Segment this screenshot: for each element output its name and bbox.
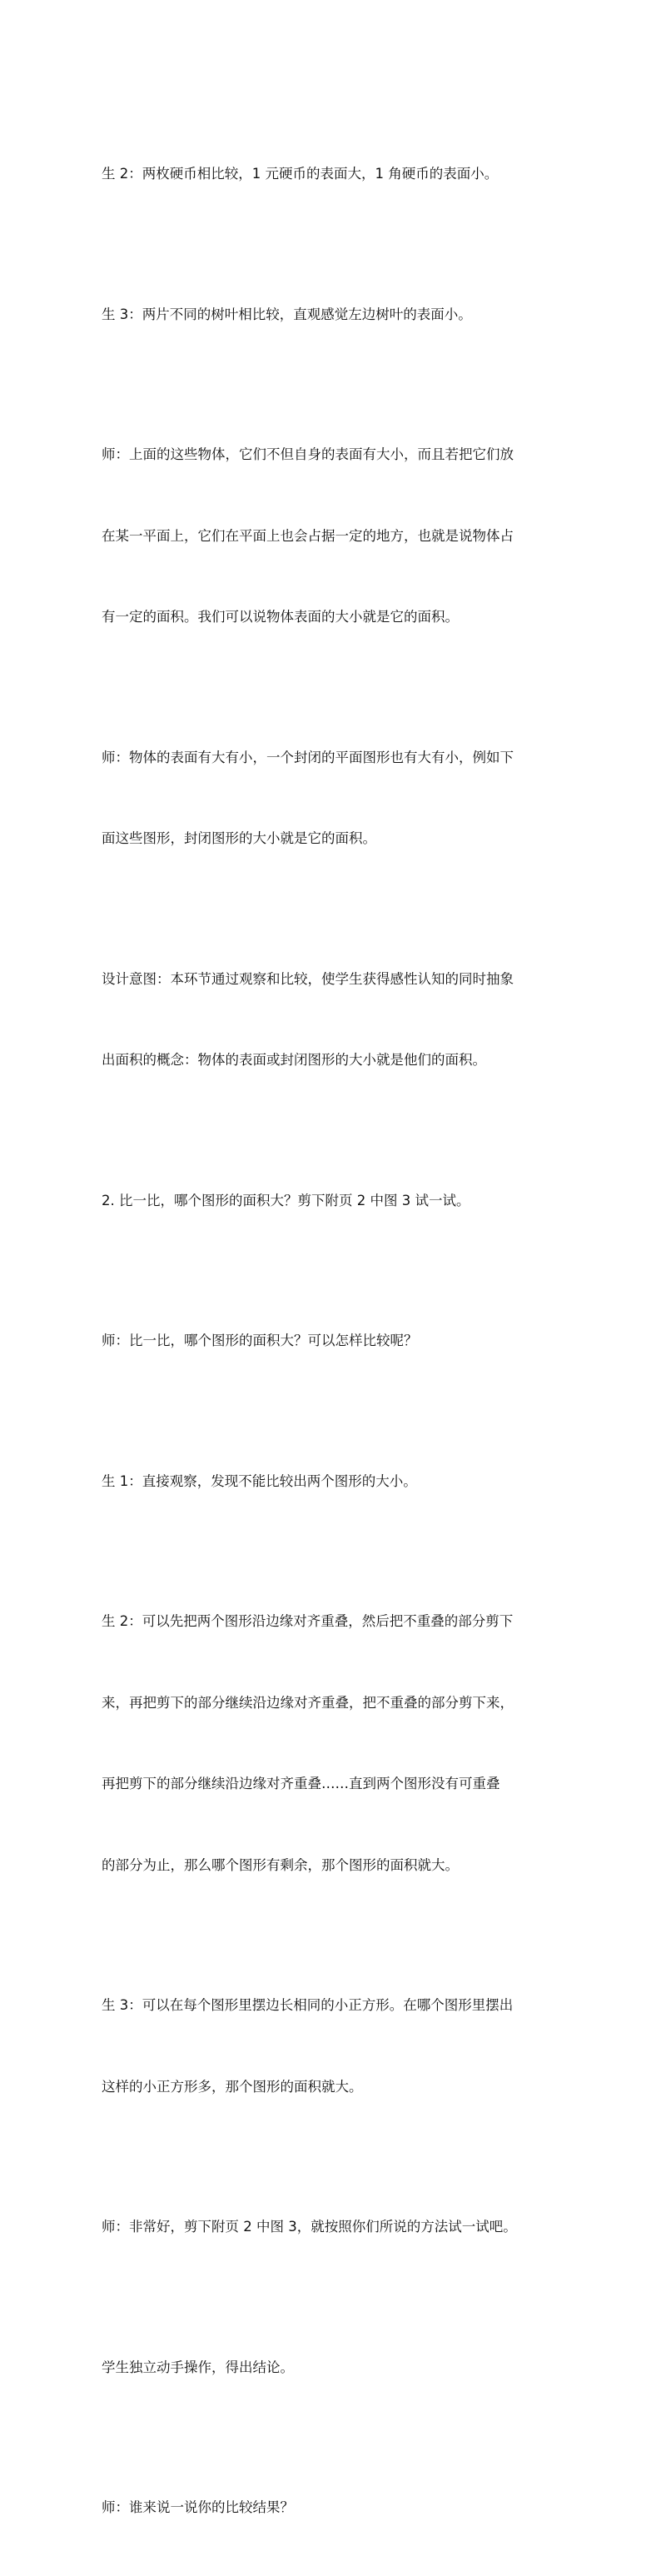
text-line: 生 1：直接观察，发现不能比较出两个图形的大小。 bbox=[102, 1472, 417, 1489]
text-line: 师：非常好，剪下附页 2 中图 3，就按照你们所说的方法试一试吧。 bbox=[102, 2219, 517, 2235]
paragraph-teacher-surface-area bbox=[102, 387, 568, 685]
text-line: 师：谁来说一说你的比较结果？ bbox=[102, 2499, 294, 2515]
text-line: 生 2：可以先把两个图形沿边缘对齐重叠，然后把不重叠的部分剪下 bbox=[102, 1613, 514, 1629]
text-line: 2. 比一比，哪个图形的面积大？剪下附页 2 中图 3 试一试。 bbox=[102, 1192, 470, 1208]
text-line: 师：比一比，哪个图形的面积大？可以怎样比较呢？ bbox=[102, 1333, 418, 1348]
text-line: 再把剪下的部分继续沿边缘对齐重叠……直到两个图形没有可重叠 bbox=[102, 1776, 500, 1791]
text-line: 师：物体的表面有大有小，一个封闭的平面图形也有大有小，例如下 bbox=[102, 749, 514, 765]
text-line: 师：上面的这些物体，它们不但自身的表面有大小，而且若把它们放 bbox=[102, 446, 514, 462]
text-line: 这样的小正方形多，那个图形的面积就大。 bbox=[102, 2078, 363, 2095]
document-body bbox=[102, 107, 568, 2576]
text-line: 学生独立动手操作，得出结论。 bbox=[102, 2359, 294, 2375]
text-line: 面这些图形，封闭图形的大小就是它的面积。 bbox=[102, 830, 376, 846]
paragraph-teacher-closed-figures bbox=[102, 690, 568, 907]
text-line: 生 3：可以在每个图形里摆边长相同的小正方形。在哪个图形里摆出 bbox=[102, 1997, 514, 2013]
paragraph-section-compare bbox=[102, 1134, 568, 1269]
paragraph-student2-overlap bbox=[102, 1554, 568, 1933]
paragraph-teacher-result bbox=[102, 2440, 568, 2576]
paragraph-teacher-try bbox=[102, 2160, 568, 2295]
text-line: 有一定的面积。我们可以说物体表面的大小就是它的面积。 bbox=[102, 609, 459, 625]
text-line: 在某一平面上，它们在平面上也会占据一定的地方，也就是说物体占 bbox=[102, 527, 514, 544]
text-line: 生 2：两枚硬币相比较，1 元硬币的表面大，1 角硬币的表面小。 bbox=[102, 166, 499, 182]
text-line: 生 3：两片不同的树叶相比较，直观感觉左边树叶的表面小。 bbox=[102, 306, 472, 322]
paragraph-student2-coins bbox=[102, 107, 568, 242]
text-line: 来，再把剪下的部分继续沿边缘对齐重叠，把不重叠的部分剪下来， bbox=[102, 1694, 514, 1711]
paragraph-student3-squares bbox=[102, 1938, 568, 2155]
paragraph-students-operate bbox=[102, 2300, 568, 2436]
paragraph-design-intent bbox=[102, 912, 568, 1129]
paragraph-teacher-question bbox=[102, 1273, 568, 1409]
text-line: 出面积的概念：物体的表面或封闭图形的大小就是他们的面积。 bbox=[102, 1052, 486, 1068]
text-line: 设计意图：本环节通过观察和比较，使学生获得感性认知的同时抽象 bbox=[102, 970, 514, 987]
paragraph-student3-leaves bbox=[102, 247, 568, 383]
paragraph-student1-observe bbox=[102, 1414, 568, 1550]
text-line: 的部分为止，那么哪个图形有剩余，那个图形的面积就大。 bbox=[102, 1856, 459, 1873]
